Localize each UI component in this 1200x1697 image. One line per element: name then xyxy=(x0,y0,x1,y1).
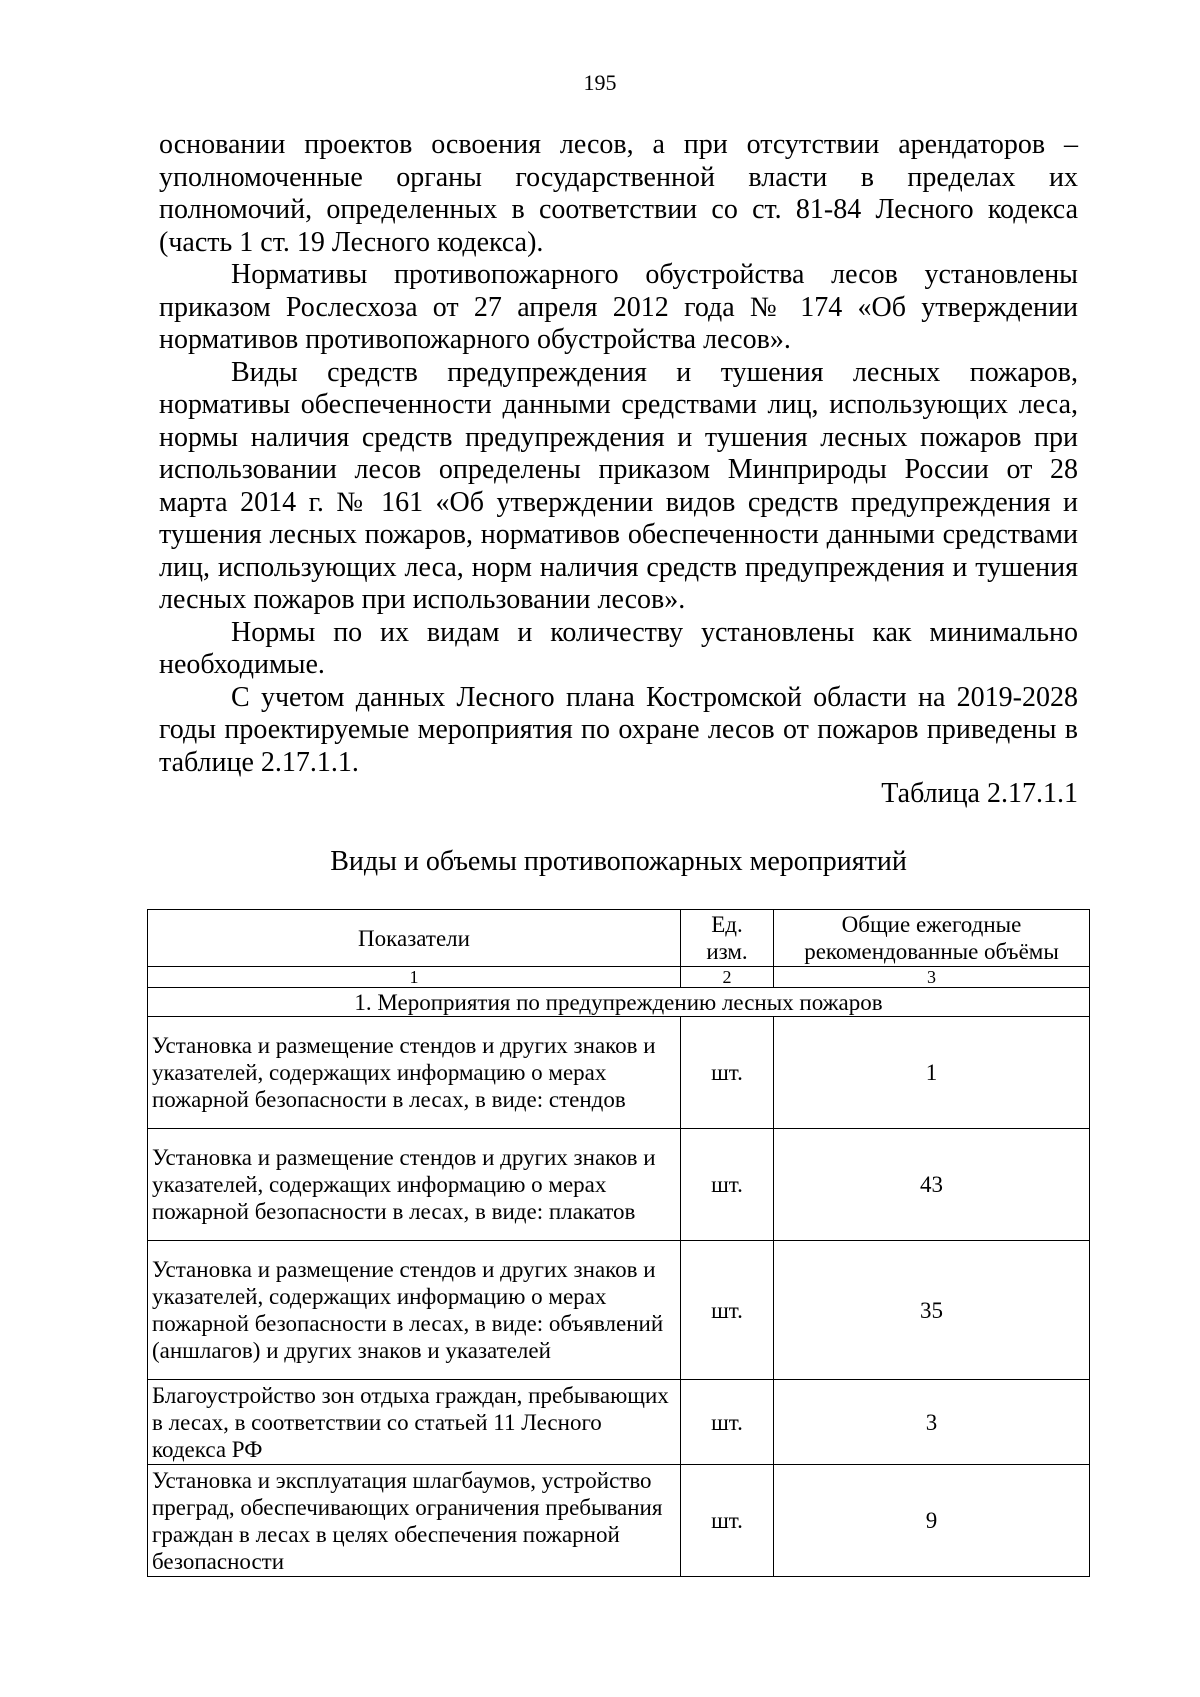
table-row xyxy=(148,1465,1090,1577)
row-unit: шт. xyxy=(681,1465,774,1577)
measures-table xyxy=(147,909,1090,1577)
row-unit: шт. xyxy=(681,1380,774,1465)
row-volume: 43 xyxy=(774,1129,1090,1241)
row-unit: шт. xyxy=(681,1017,774,1129)
header-unit-line2: изм. xyxy=(706,939,748,964)
row-indicator: Благоустройство зон отдыха граждан, пребывающих в лесах, в соответствии со статьей 11 Лесного кодекса РФ xyxy=(148,1380,681,1465)
paragraph-1: основании проектов освоения лесов, а при отсутствии арендаторов – уполномоченные органы государственной власти в пределах их полномочий, определенных в соответствии со ст. 81-84 Лесного кодекса (часть 1 ст. 19 Лесного кодекса). xyxy=(159,129,1078,258)
header-volume-line2: рекомендованные объёмы xyxy=(804,939,1059,964)
paragraph-2: Нормативы противопожарного обустройства лесов установлены приказом Рослесхоза от 27 апреля 2012 года № 174 «Об утверждении нормативов противопожарного обустройства лесов». xyxy=(159,259,1078,355)
header-unit-line1: Ед. xyxy=(711,912,743,937)
row-indicator: Установка и размещение стендов и других знаков и указателей, содержащих информацию о мерах пожарной безопасности в лесах, в виде: стендов xyxy=(148,1017,681,1129)
table-header-row xyxy=(148,910,1090,967)
row-unit: шт. xyxy=(681,1129,774,1241)
paragraph-4: Нормы по их видам и количеству установлены как минимально необходимые. xyxy=(159,616,1078,680)
table-title: Виды и объемы противопожарных мероприятий xyxy=(330,846,907,877)
row-indicator: Установка и размещение стендов и других знаков и указателей, содержащих информацию о мерах пожарной безопасности в лесах, в виде: объявлений (аншлагов) и других знаков и указателей xyxy=(148,1241,681,1380)
row-volume: 3 xyxy=(774,1380,1090,1465)
table-row xyxy=(148,1129,1090,1241)
section-title: 1. Мероприятия по предупреждению лесных пожаров xyxy=(148,988,1090,1017)
header-volume-line1: Общие ежегодные xyxy=(841,912,1022,937)
table-row xyxy=(148,1241,1090,1380)
paragraph-5: С учетом данных Лесного плана Костромской области на 2019-2028 годы проектируемые мероприятия по охране лесов от пожаров приведены в таблице 2.17.1.1. xyxy=(159,681,1078,778)
row-volume: 35 xyxy=(774,1241,1090,1380)
header-volume xyxy=(774,910,1090,967)
row-indicator: Установка и эксплуатация шлагбаумов, устройство преград, обеспечивающих ограничения пребывания граждан в лесах в целях обеспечения пожарной безопасности xyxy=(148,1465,681,1577)
table-row xyxy=(148,1380,1090,1465)
row-unit: шт. xyxy=(681,1241,774,1380)
column-number-row xyxy=(148,967,1090,988)
column-number: 2 xyxy=(681,967,774,988)
row-volume: 1 xyxy=(774,1017,1090,1129)
header-indicators: Показатели xyxy=(148,910,681,967)
row-volume: 9 xyxy=(774,1465,1090,1577)
body-text xyxy=(159,129,1078,779)
header-unit xyxy=(681,910,774,967)
table-caption: Таблица 2.17.1.1 xyxy=(881,778,1078,809)
column-number: 3 xyxy=(774,967,1090,988)
section-row xyxy=(148,988,1090,1017)
column-number: 1 xyxy=(148,967,681,988)
paragraph-3: Виды средств предупреждения и тушения лесных пожаров, нормативы обеспеченности данными средствами лиц, использующих леса, нормы наличия средств предупреждения и тушения лесных пожаров при использовании лесов определены приказом Минприроды России от 28 марта 2014 г. № 161 «Об утверждении видов средств предупреждения и тушения лесных пожаров, нормативов обеспеченности данными средствами лиц, использующих леса, норм наличия средств предупреждения и тушения лесных пожаров при использовании лесов». xyxy=(159,356,1078,615)
page-number: 195 xyxy=(583,70,617,95)
row-indicator: Установка и размещение стендов и других знаков и указателей, содержащих информацию о мерах пожарной безопасности в лесах, в виде: плакатов xyxy=(148,1129,681,1241)
table-row xyxy=(148,1017,1090,1129)
